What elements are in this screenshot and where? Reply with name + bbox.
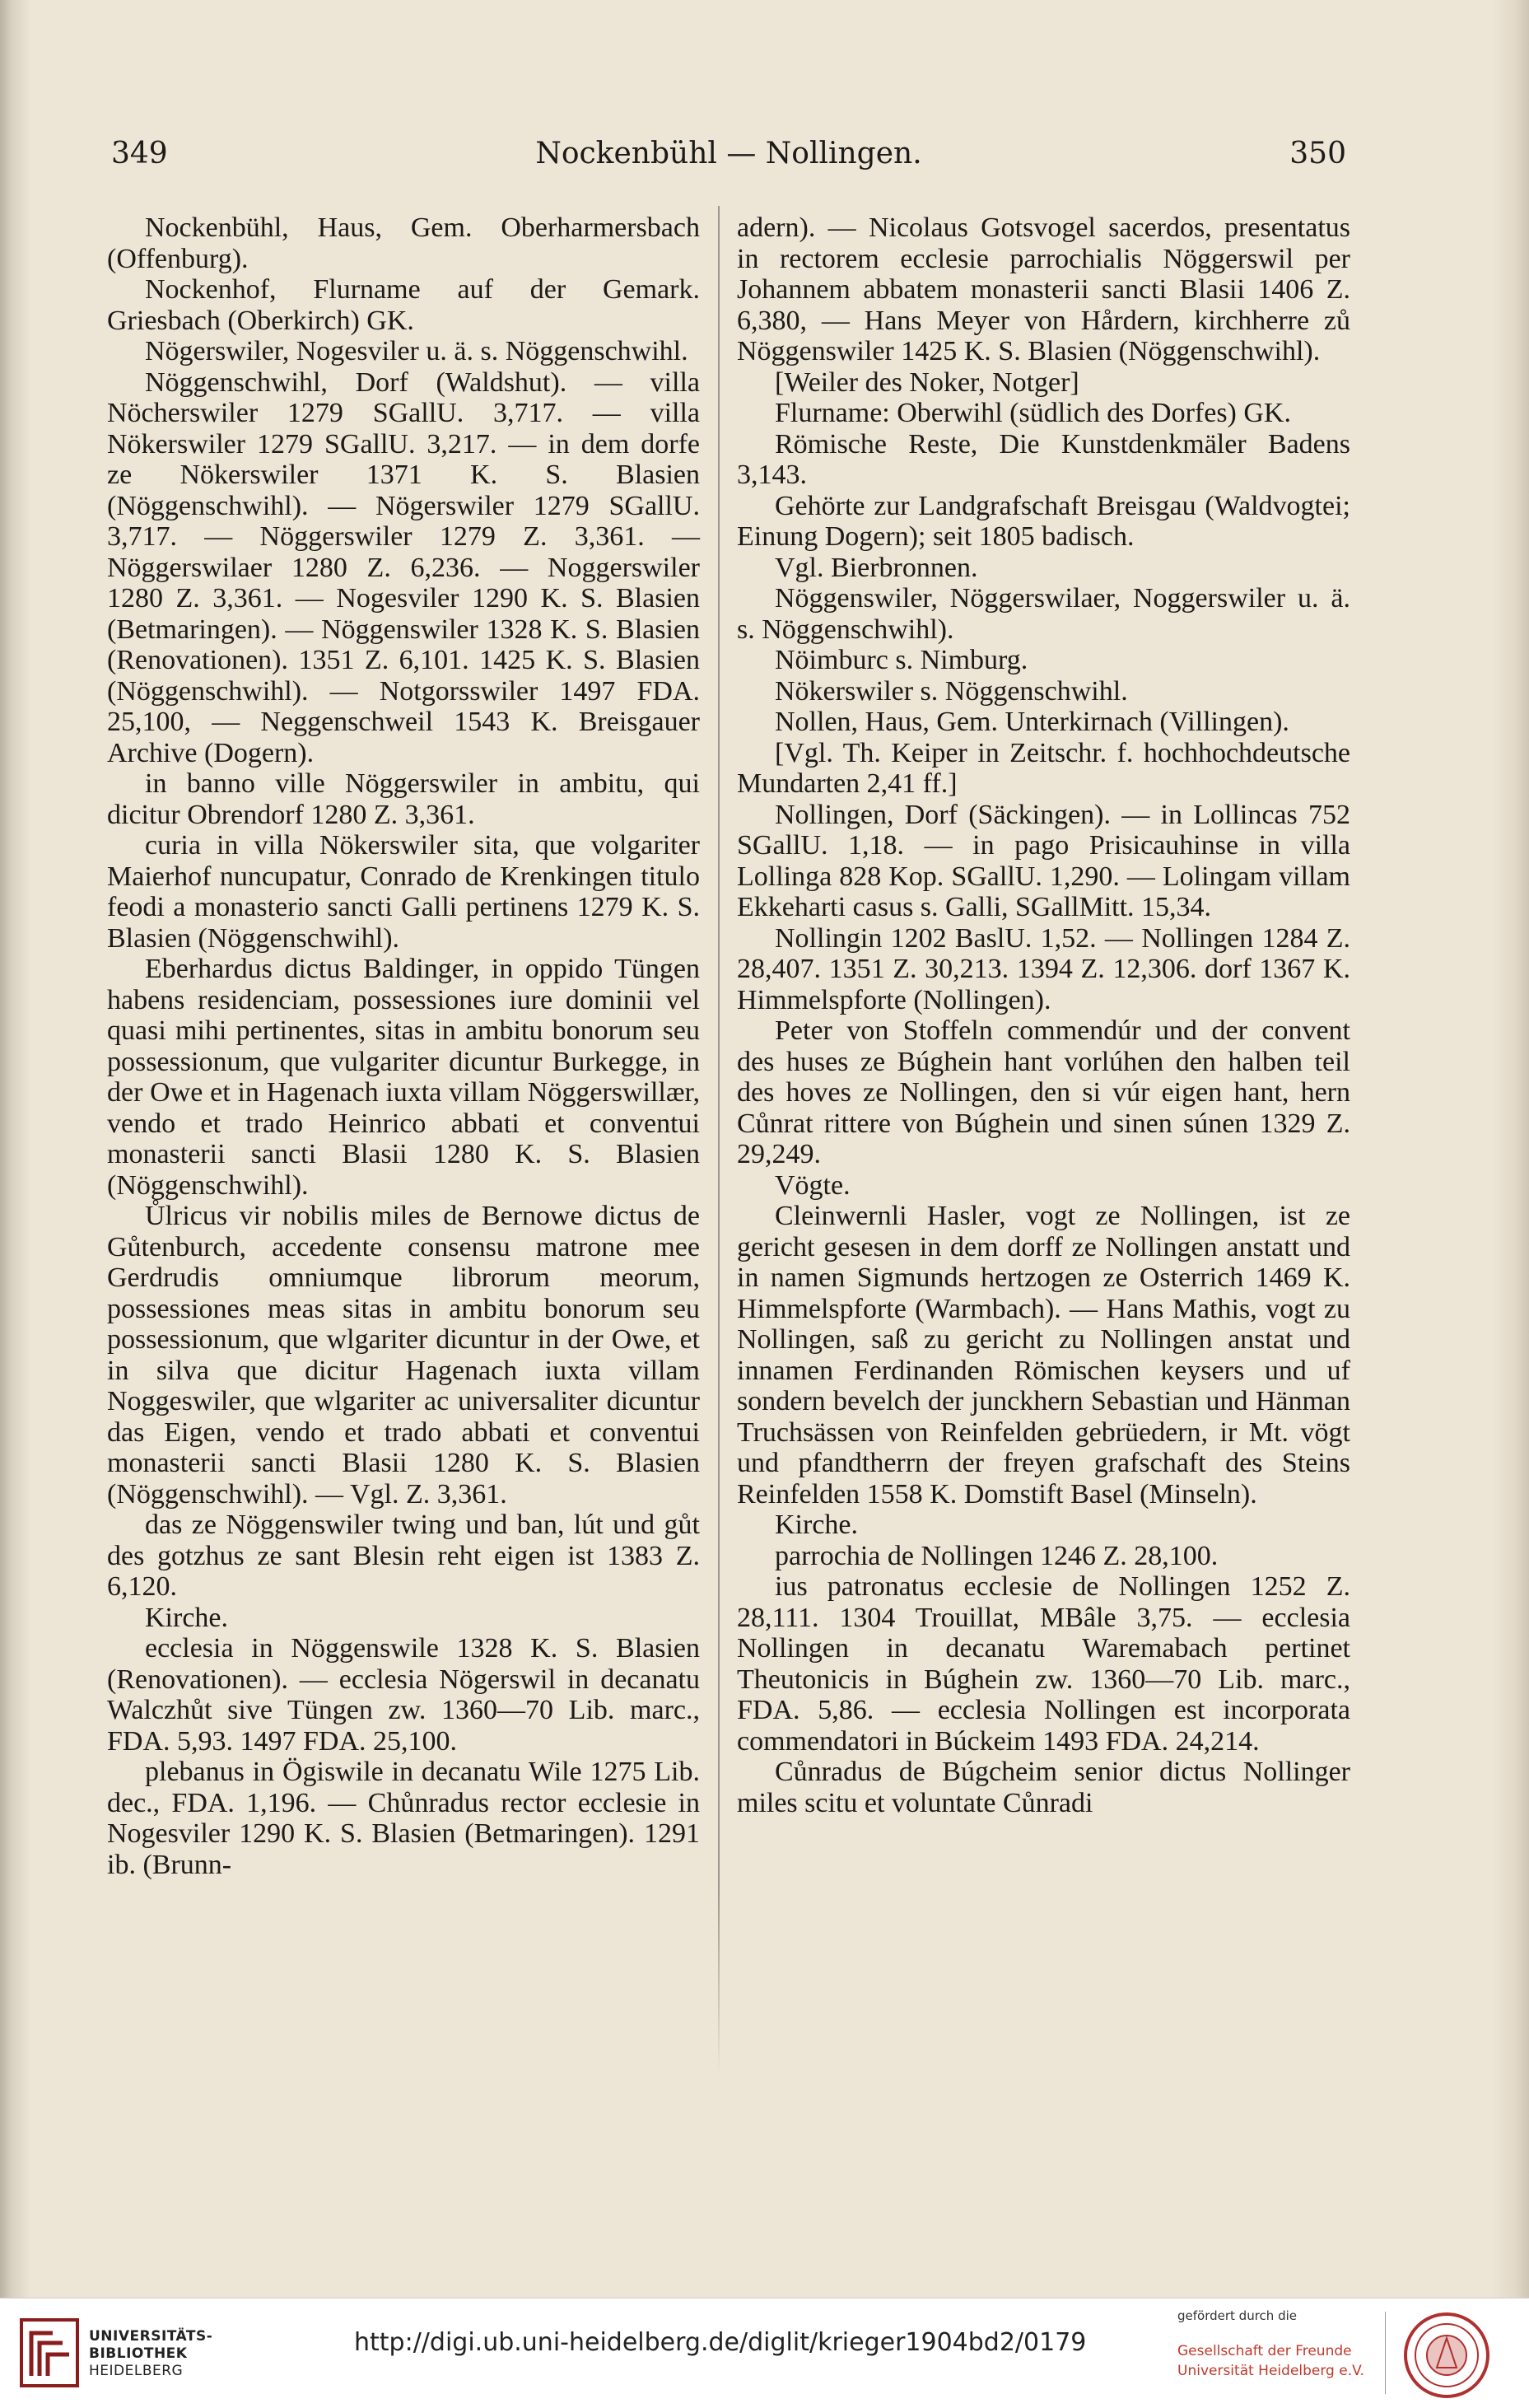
funder-block (1177, 2307, 1515, 2401)
permalink-url[interactable]: http://digi.ub.uni-heidelberg.de/diglit/krieger1904bd2/0179 (354, 2328, 1087, 2357)
entry-paragraph: Nökerswiler s. Nöggenschwihl. (775, 675, 1128, 707)
page-number-right: 350 (1289, 137, 1346, 170)
funded-by-label: gefördert durch die (1177, 2308, 1297, 2323)
society-name[interactable]: Gesellschaft der Freunde Universität Heidelberg e.V. (1177, 2343, 1364, 2379)
entry-paragraph: das ze Nöggenswiler twing und ban, lút und gůt des gotzhus ze sant Blesin reht eigen ist 1383 Z. 6,120. (107, 1510, 700, 1602)
entry-paragraph: in banno ville Nöggerswiler in ambitu, qui dicitur Obrendorf 1280 Z. 3,361. (107, 768, 700, 830)
entry-paragraph: Nockenbühl, Haus, Gem. Oberharmersbach (Offenburg). (107, 212, 700, 274)
entry-paragraph: Nögerswiler, Nogesviler u. ä. s. Nöggenschwihl. (145, 336, 688, 366)
entry-paragraph: Eberhardus dictus Baldinger, in oppido Tüngen habens residenciam, possessiones iure dominii vel quasi mihi pertinentes, sitas in ambitu bonorum seu possessionum, que vulgariter dicuntur Burkegge, in der Owe et in Hagenach iuxta villam Nöggerswillær, vendo et trado Heinrico abbati et conventui monasterii sancti Blasii 1280 K. S. Blasien (Nöggenschwihl). (107, 954, 700, 1201)
entry-paragraph: curia in villa Nökerswiler sita, que volgariter Maierhof nuncupatur, Conrado de Krenkingen titulo feodi a monasterio sancti Galli pertinens 1279 K. S. Blasien (Nöggenschwihl). (107, 830, 700, 954)
entry-paragraph: Nöimburc s. Nimburg. (775, 645, 1028, 675)
entry-paragraph: Vgl. Bierbronnen. (775, 552, 978, 583)
entry-paragraph: parrochia de Nollingen 1246 Z. 28,100. (775, 1540, 1219, 1571)
entry-paragraph: Nöggenswiler, Nöggerswilaer, Noggerswiler u. ä. s. Nöggenschwihl). (737, 583, 1350, 645)
entry-paragraph: Nollingin 1202 BaslU. 1,52. — Nollingen 1284 Z. 28,407. 1351 Z. 30,213. 1394 Z. 12,306. dorf 1367 K. Himmelspforte (Nollingen). (737, 922, 1350, 1015)
entry-paragraph: ius patronatus ecclesie de Nollingen 1252 Z. 28,111. 1304 Trouillat, MBâle 3,75. — ecclesia Nollingen in decanatu Waremabach pertinet Theutonicis in Búghein zw. 1360—70 Lib. marc., FDA. 5,86. — ecclesia Nollingen est incorporata commendatori in Búckeim 1493 FDA. 24,214. (737, 1571, 1350, 1757)
entry-paragraph: plebanus in Ögiswile in decanatu Wile 1275 Lib. dec., FDA. 1,196. — Chůnradus rector ecclesie in Nogesviler 1290 K. S. Blasien (Betmaringen). 1291 ib. (Brunn- (107, 1757, 700, 1880)
university-seal-icon (1401, 2310, 1492, 2401)
entry-paragraph: [Vgl. Th. Keiper in Zeitschr. f. hochhochdeutsche Mundarten 2,41 ff.] (737, 737, 1350, 799)
entry-paragraph: Gehörte zur Landgrafschaft Breisgau (Waldvogtei; Einung Dogern); seit 1805 badisch. (737, 490, 1350, 552)
university-library-logo[interactable] (20, 2313, 234, 2396)
entry-paragraph: Nollen, Haus, Gem. Unterkirnach (Villingen). (775, 707, 1289, 737)
entry-paragraph: Flurname: Oberwihl (südlich des Dorfes) GK. (775, 398, 1291, 428)
entry-paragraph: Ůlricus vir nobilis miles de Bernowe dictus de Gůtenburch, accedente consensu matrone mee Gerdrudis omniumque librorum meorum, possessiones meas sitas in ambitu bonorum seu possessionum, que wlgariter dicuntur in der Owe, et in silva que dicitur Hagenach iuxta villam Noggeswiler, que wlgariter ac universaliter dicuntur das Eigen, vendo et trado abbati et conventui monasterii sancti Blasii 1280 K. S. Blasien (Nöggenschwihl). — Vgl. Z. 3,361. (107, 1201, 700, 1510)
entry-paragraph: [Weiler des Noker, Notger] (775, 366, 1079, 398)
column-divider (718, 206, 720, 2075)
entry-paragraph: Cleinwernli Hasler, vogt ze Nollingen, ist ze gericht gesesen in dem dorff ze Nollingen anstatt und in namen Sigmunds hertzogen ze Osterrich 1469 K. Himmelspforte (Warmbach). — Hans Mathis, vogt zu Nollingen, saß zu gericht zu Nollingen anstat und innamen Ferdinanden Römischen keysers und uf sondern bevelch der junckhern Sebastian und Hänman Truchsässen von Reinfelden gebrüedern, ir Mt. vögt und pfandtherrn der freyen grafschaft des Steins Reinfelden 1558 K. Domstift Basel (Minseln). (737, 1201, 1350, 1510)
entry-paragraph: Nockenhof, Flurname auf der Gemark. Griesbach (Oberkirch) GK. (107, 274, 700, 336)
entry-paragraph: Römische Reste, Die Kunstdenkmäler Badens 3,143. (737, 428, 1350, 490)
entry-paragraph: ecclesia in Nöggenswile 1328 K. S. Blasien (Renovationen). — ecclesia Nögerswil in decanatu Walczhůt sive Tüngen zw. 1360—70 Lib. marc., FDA. 5,93. 1497 FDA. 25,100. (107, 1633, 700, 1757)
entry-paragraph: Nollingen, Dorf (Säckingen). — in Lollincas 752 SGallU. 1,18. — in pago Prisicauhinse in villa Lollinga 828 Kop. SGallU. 1,290. — Lolingam villam Ekkeharti casus s. Galli, SGallMitt. 15,34. (737, 799, 1350, 922)
digitization-footer (0, 2298, 1529, 2408)
entry-paragraph: Kirche. (145, 1602, 229, 1633)
running-head (111, 137, 1346, 178)
library-name: UNIVERSITÄTS- BIBLIOTHEK HEIDELBERG (89, 2328, 213, 2379)
entry-paragraph: Peter von Stoffeln commendúr und der convent des huses ze Búghein hant vorlúhen den halben teil des hoves ze Nollingen, den si vúr eigen hant, hern Cůnrat rittere von Búghein und sinen súnen 1329 Z. 29,249. (737, 1015, 1350, 1169)
entry-paragraph: Kirche. (775, 1510, 859, 1540)
entry-paragraph: Cůnradus de Búgcheim senior dictus Nollinger miles scitu et voluntate Cůnradi (737, 1757, 1350, 1818)
left-text-column (107, 212, 700, 1880)
right-text-column (737, 212, 1350, 1818)
page-number-left: 349 (111, 137, 168, 170)
page-title: Nockenbühl — Nollingen. (535, 137, 922, 170)
library-logo-icon (20, 2318, 79, 2387)
funder-divider (1385, 2312, 1386, 2394)
entry-paragraph: Nöggenschwihl, Dorf (Waldshut). — villa Nöcherswiler 1279 SGallU. 3,717. — villa Nökerswiler 1279 SGallU. 3,217. — in dem dorfe ze Nökerswiler 1371 K. S. Blasien (Nöggenschwihl). — Nögerswiler 1279 SGallU. 3,717. — Nöggerswiler 1279 Z. 3,361. — Nöggerswilaer 1280 Z. 6,236. — Noggerswiler 1280 Z. 3,361. — Nogesviler 1290 K. S. Blasien (Betmaringen). — Nöggenswiler 1328 K. S. Blasien (Renovationen). 1351 Z. 6,101. 1425 K. S. Blasien (Nöggenschwihl). — Notgorsswiler 1497 FDA. 25,100, — Neggenschweil 1543 K. Breisgauer Archive (Dogern). (107, 366, 700, 768)
entry-paragraph: Vögte. (775, 1169, 851, 1201)
entry-paragraph: adern). — Nicolaus Gotsvogel sacerdos, presentatus in rectorem ecclesie parrochialis Nöggerswil per Johannem abbatem monasterii sancti Blasii 1406 Z. 6,380, — Hans Meyer von Hårdern, kirchherre zů Nöggenswiler 1425 K. S. Blasien (Nöggenschwihl). (737, 212, 1350, 366)
